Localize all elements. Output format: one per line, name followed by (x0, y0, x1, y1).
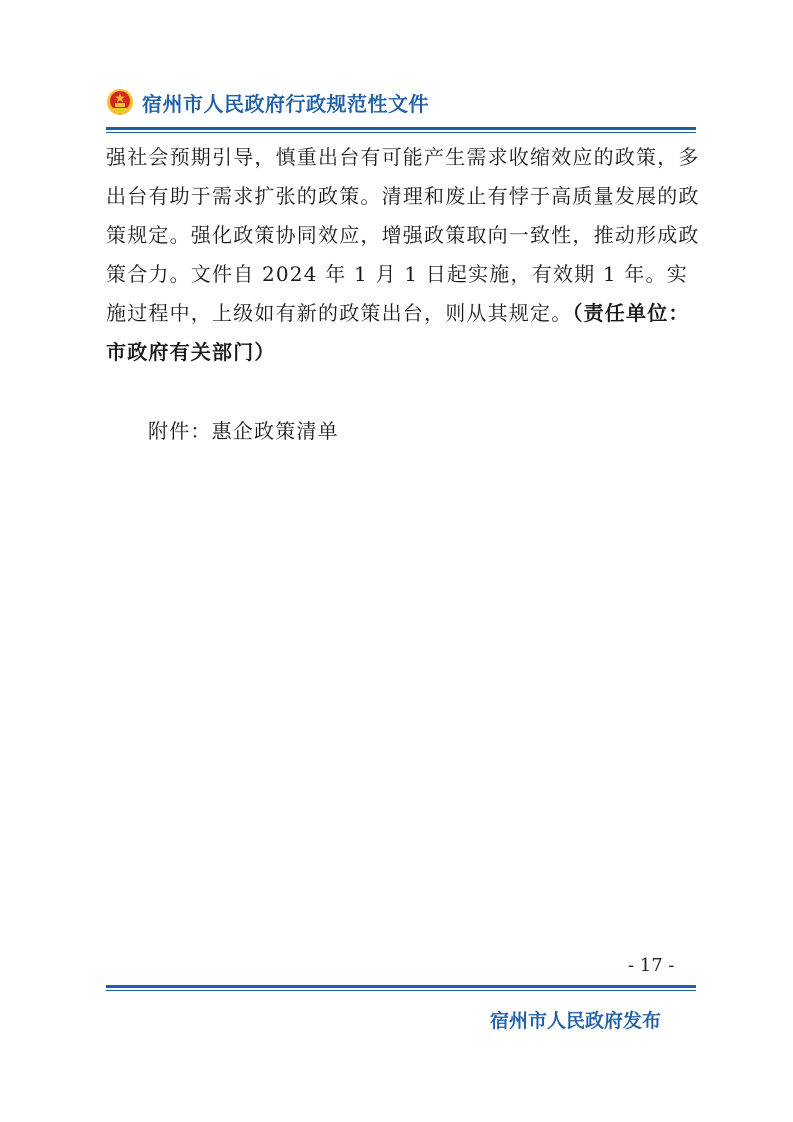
header-rule (106, 127, 696, 130)
responsibility-note: （责任单位：市政府有关部门） (106, 301, 690, 364)
national-emblem-icon (106, 88, 134, 116)
document-header (106, 84, 429, 120)
header-title: 宿州市人民政府行政规范性文件 (142, 91, 429, 116)
attachment-line: 附件：惠企政策清单 (148, 419, 339, 443)
paragraph-text: 强社会预期引导，慎重出台有可能产生需求收缩效应的政策，多出台有助于需求扩张的政策。清理和废止有悖于高质量发展的政策规定。强化政策协同效应，增强政策取向一致性，推动形成政策合力。文件自 2024 年 1 月 1 日起实施，有效期 1 年。实施过程中，上级如有新的政策出台，则从其规定。 (106, 145, 700, 325)
header-rule-thin (106, 132, 696, 133)
page-number: - 17 - (628, 955, 675, 976)
footer-publisher: 宿州市人民政府发布 (490, 1010, 662, 1032)
footer-rule (106, 985, 696, 988)
footer-rule-thin (106, 990, 696, 991)
body-paragraph (106, 138, 702, 372)
